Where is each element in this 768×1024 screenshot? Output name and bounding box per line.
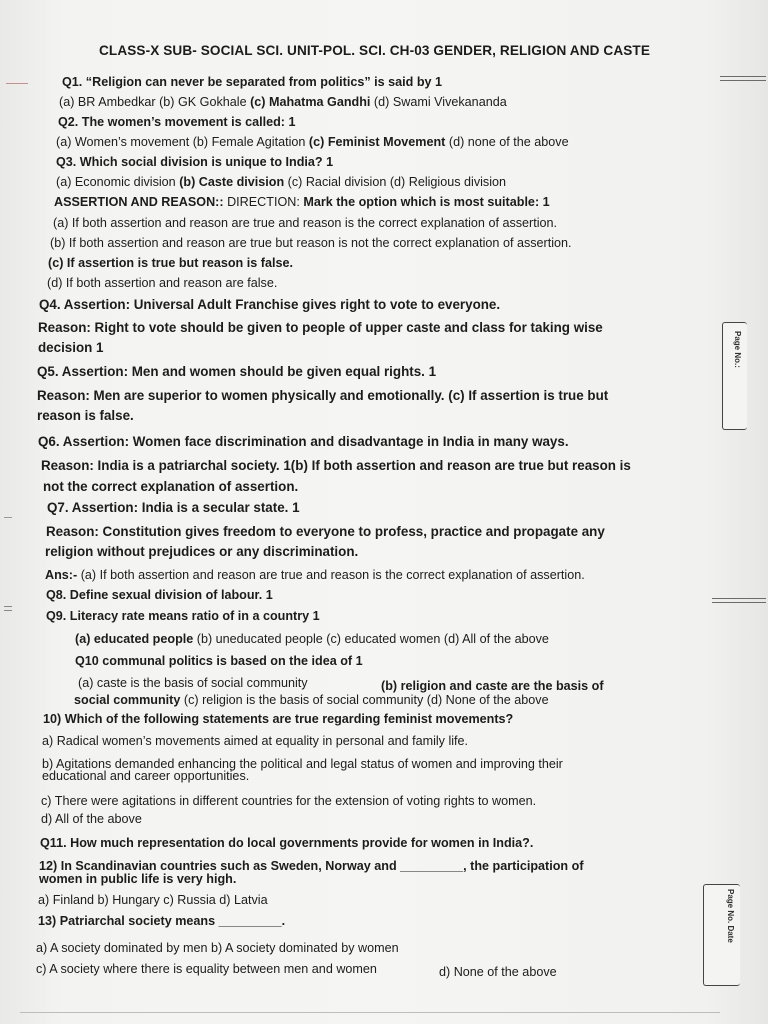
right-margin-rule (712, 598, 766, 606)
text-segment: (d) Swami Vivekananda (370, 95, 507, 109)
text-segment: Q9. Literacy rate means ratio of in a country 1 (46, 609, 320, 623)
text-line (37, 408, 134, 424)
left-margin-mark (4, 606, 12, 607)
text-segment: Q3. Which social division is unique to India? 1 (56, 155, 334, 169)
text-line (46, 524, 605, 540)
text-segment: Reason: Right to vote should be given to people of upper caste and class for taking wise (38, 320, 603, 335)
text-segment: (b) uneducated people (c) educated women (d) All of the above (193, 632, 549, 646)
text-segment: b) Agitations demanded enhancing the political and legal status of women and improving their (42, 757, 563, 771)
text-line (47, 275, 277, 291)
text-segment: decision 1 (38, 340, 104, 355)
text-line (58, 114, 296, 130)
text-line (42, 768, 249, 784)
text-segment: d) All of the above (41, 812, 142, 826)
text-segment: (a) educated people (75, 632, 194, 646)
text-segment: Reason: Constitution gives freedom to everyone to profess, practice and propagate any (46, 524, 605, 539)
text-line (43, 711, 513, 727)
text-segment: religion without prejudices or any discrimination. (45, 544, 359, 559)
text-line (56, 134, 569, 150)
text-line (62, 74, 442, 90)
text-segment: (b) religion and caste are the basis of (381, 679, 604, 693)
text-segment: Q6. Assertion: Women face discrimination and disadvantage in India in many ways. (38, 434, 569, 449)
text-line (45, 544, 358, 560)
text-line (41, 811, 142, 827)
text-segment: Q7. Assertion: India is a secular state. 1 (47, 500, 300, 515)
text-segment: (b) If both assertion and reason are true but reason is not the correct explanation of assertion. (50, 236, 572, 250)
page-number-date-label: Page No. Date (726, 889, 735, 943)
text-segment: (a) If both assertion and reason are true and reason is the correct explanation of assertion. (53, 216, 558, 230)
text-line (56, 174, 506, 190)
text-segment: (a) Women’s movement (b) Female Agitation (56, 135, 309, 149)
text-line (45, 567, 585, 583)
left-margin-mark (4, 610, 12, 611)
text-segment: (c) Racial division (d) Religious division (284, 175, 507, 189)
text-line (74, 692, 549, 708)
text-segment: Reason: Men are superior to women physically and emotionally. (c) If assertion is true but (37, 388, 609, 403)
text-line (41, 793, 536, 809)
text-segment: (c) Feminist Movement (308, 135, 446, 149)
text-segment: (a) BR Ambedkar (b) GK Gokhale (59, 95, 251, 109)
text-line (46, 608, 320, 624)
right-margin-rule (720, 76, 766, 84)
text-segment: ASSERTION AND REASON:: (54, 195, 228, 209)
text-line (46, 587, 273, 603)
text-line (75, 631, 549, 647)
text-line (37, 364, 436, 380)
text-segment: 10) Which of the following statements are true regarding feminist movements? (43, 712, 514, 726)
text-line (38, 340, 104, 356)
text-line (439, 964, 557, 980)
text-segment: (b) Caste division (179, 175, 285, 189)
text-line (59, 94, 507, 110)
text-segment: Q8. Define sexual division of labour. 1 (46, 588, 273, 602)
text-line (78, 675, 308, 691)
text-segment: (a) Economic division (56, 175, 180, 189)
text-segment: Q4. Assertion: Universal Adult Franchise gives right to vote to everyone. (39, 297, 501, 312)
text-line (54, 194, 550, 210)
text-segment: Reason: India is a patriarchal society. 1(b) If both assertion and reason are true but reason is (41, 458, 631, 473)
text-segment: women in public life is very high. (39, 872, 237, 886)
text-segment: Q11. How much representation do local governments provide for women in India?. (40, 836, 534, 850)
text-line (75, 653, 363, 669)
text-segment: c) A society where there is equality between men and women (36, 962, 377, 976)
text-line (48, 255, 293, 271)
text-segment: 13) Patriarchal society means _________. (38, 914, 286, 928)
text-segment: (c) Mahatma Gandhi (250, 95, 371, 109)
text-segment: (d) none of the above (445, 135, 569, 149)
text-line (47, 500, 300, 516)
text-segment: not the correct explanation of assertion. (43, 479, 299, 494)
text-line (41, 458, 631, 474)
text-segment: Q2. The women’s movement is called: 1 (58, 115, 296, 129)
text-segment: (a) If both assertion and reason are true and reason is the correct explanation of assertion. (80, 568, 585, 582)
text-line (38, 892, 268, 908)
text-segment: (d) If both assertion and reason are false. (47, 276, 278, 290)
text-line (53, 215, 557, 231)
left-margin-mark (4, 517, 12, 518)
text-segment: (c) If assertion is true but reason is false. (48, 256, 293, 270)
text-line (50, 235, 572, 251)
text-line (56, 154, 333, 170)
text-segment: a) A society dominated by men b) A society dominated by women (36, 941, 399, 955)
text-segment: 12) In Scandinavian countries such as Sweden, Norway and _________, the participation of (39, 859, 584, 873)
text-line (43, 479, 298, 495)
text-segment: a) Radical women’s movements aimed at equality in personal and family life. (42, 734, 469, 748)
page-number-label: Page No.: (733, 331, 742, 368)
text-segment: Q10 communal politics is based on the idea of 1 (75, 654, 363, 668)
text-line (38, 434, 569, 450)
text-segment: educational and career opportunities. (42, 769, 250, 783)
page-bottom-edge (20, 1012, 720, 1019)
text-segment: reason is false. (37, 408, 134, 423)
text-line (38, 320, 603, 336)
text-line (37, 388, 608, 404)
text-segment: Mark the option which is most suitable: 1 (303, 195, 550, 209)
text-segment: DIRECTION: (227, 195, 304, 209)
text-segment: Q1. “Religion can never be separated from politics” is said by 1 (62, 75, 443, 89)
text-line (36, 961, 377, 977)
text-line (39, 871, 236, 887)
page-title: CLASS-X SUB- SOCIAL SCI. UNIT-POL. SCI. CH-03 GENDER, RELIGION AND CASTE (99, 43, 650, 58)
text-segment: Q5. Assertion: Men and women should be given equal rights. 1 (37, 364, 437, 379)
text-line (42, 733, 468, 749)
text-line (40, 835, 533, 851)
text-segment: social community (74, 693, 181, 707)
text-line (39, 297, 500, 313)
text-segment: d) None of the above (439, 965, 557, 979)
left-margin-mark (6, 83, 28, 84)
text-line (38, 913, 285, 929)
text-segment: (a) caste is the basis of social community (78, 676, 308, 690)
text-segment: a) Finland b) Hungary c) Russia d) Latvia (38, 893, 268, 907)
text-line (36, 940, 399, 956)
text-segment: (c) religion is the basis of social community (d) None of the above (180, 693, 549, 707)
text-segment: Ans:- (45, 568, 81, 582)
text-segment: c) There were agitations in different countries for the extension of voting rights to women. (41, 794, 537, 808)
